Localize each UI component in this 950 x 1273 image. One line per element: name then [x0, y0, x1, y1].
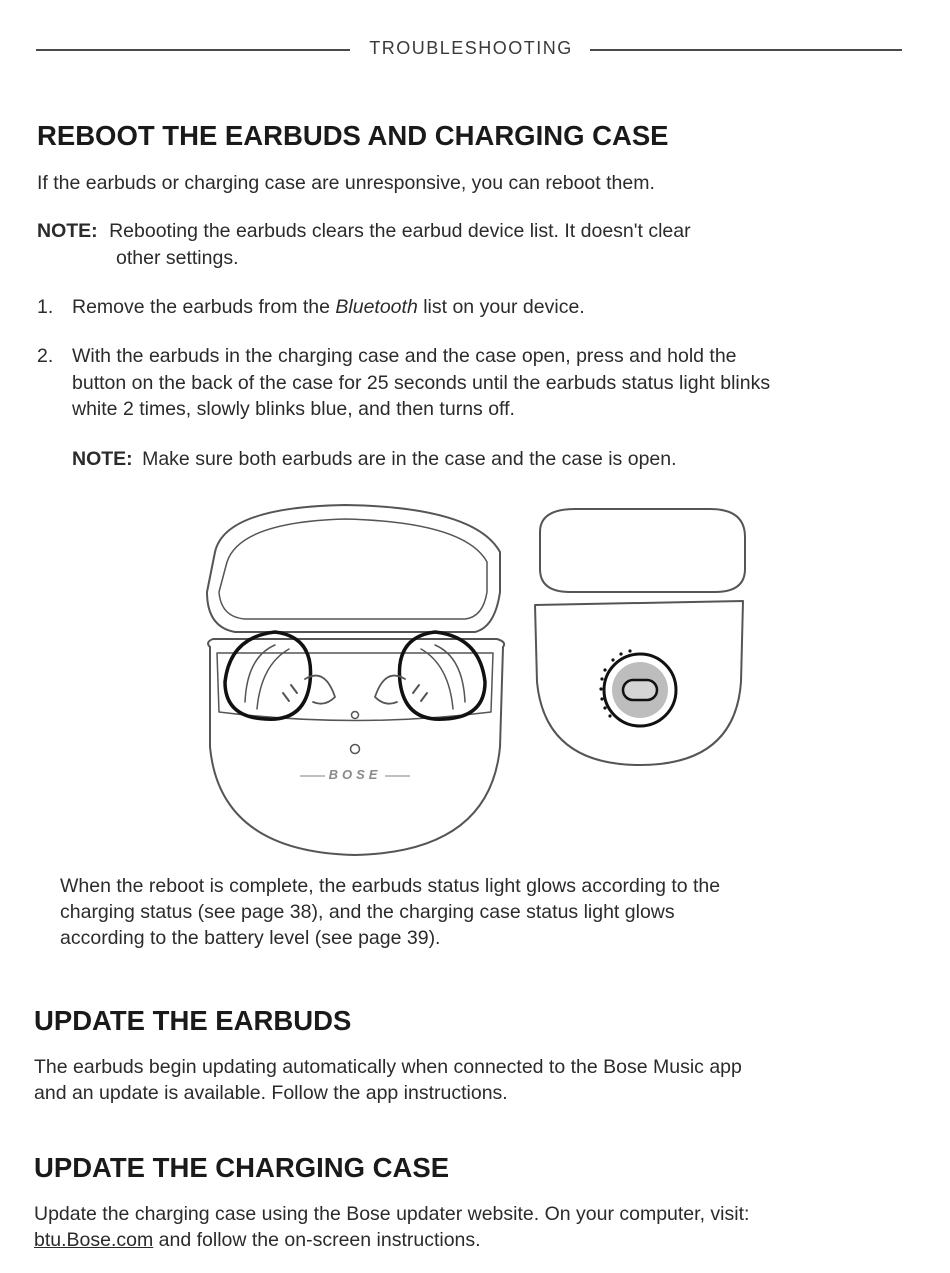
complete-line-1: When the reboot is complete, the earbuds status light glows according to the — [60, 875, 721, 897]
status-light — [352, 712, 359, 719]
step-note-label: NOTE: — [72, 448, 133, 470]
step-1-text — [72, 294, 585, 320]
section-label: TROUBLESHOOTING — [369, 38, 573, 58]
page-header — [36, 38, 902, 62]
reboot-intro: If the earbuds or charging case are unresponsive, you can reboot them. — [37, 172, 655, 194]
step-2-line-2: button on the back of the case for 25 seconds until the earbuds status light blinks — [72, 372, 771, 394]
note-label: NOTE: — [37, 220, 98, 242]
update-earbuds-line-1: The earbuds begin updating automatically when connected to the Bose Music app — [34, 1056, 742, 1078]
reboot-note — [37, 218, 691, 244]
case-lid — [207, 505, 500, 632]
case-lid-inner — [219, 519, 487, 619]
earbuds-case-illustration — [195, 497, 755, 862]
complete-line-3: according to the battery level (see page 39). — [60, 927, 441, 949]
step-1-text-before: Remove the earbuds from the — [72, 296, 336, 318]
header-rule-right — [590, 49, 902, 51]
left-earbud — [225, 632, 335, 719]
note-line-1: Rebooting the earbuds clears the earbud device list. It doesn't clear — [109, 220, 691, 242]
btu-bose-link[interactable]: btu.Bose.com — [34, 1229, 154, 1251]
update-earbuds-heading: UPDATE THE EARBUDS — [34, 1005, 352, 1036]
update-case-line-2 — [34, 1227, 481, 1253]
note-line-2: other settings. — [116, 247, 239, 269]
reboot-heading: REBOOT THE EARBUDS AND CHARGING CASE — [37, 120, 669, 151]
complete-line-2: charging status (see page 38), and the charging case status light glows — [60, 901, 675, 923]
step-1-text-after: list on your device. — [417, 296, 585, 318]
step-number-1: 1. — [37, 296, 54, 318]
step-2-line-3: white 2 times, slowly blinks blue, and then turns off. — [72, 398, 515, 420]
step-note-text: Make sure both earbuds are in the case and the case is open. — [142, 448, 677, 470]
step-number-2: 2. — [37, 345, 54, 367]
update-earbuds-line-2: and an update is available. Follow the app instructions. — [34, 1082, 508, 1104]
step-1-bluetooth: Bluetooth — [335, 296, 418, 318]
case-base-rim — [217, 653, 493, 721]
header-rule-left — [36, 49, 350, 51]
status-light-front — [351, 745, 360, 754]
update-case-heading: UPDATE THE CHARGING CASE — [34, 1152, 450, 1183]
step-2-line-1: With the earbuds in the charging case and the case open, press and hold the — [72, 345, 737, 367]
update-case-line-1: Update the charging case using the Bose updater website. On your computer, visit: — [34, 1203, 750, 1225]
update-case-line-2-after: and follow the on-screen instructions. — [153, 1229, 481, 1251]
step-note — [72, 446, 677, 472]
case-back-lid — [540, 509, 745, 592]
right-earbud — [375, 632, 485, 719]
bose-logo: BOSE — [328, 767, 382, 782]
reset-button-icon — [599, 649, 676, 726]
